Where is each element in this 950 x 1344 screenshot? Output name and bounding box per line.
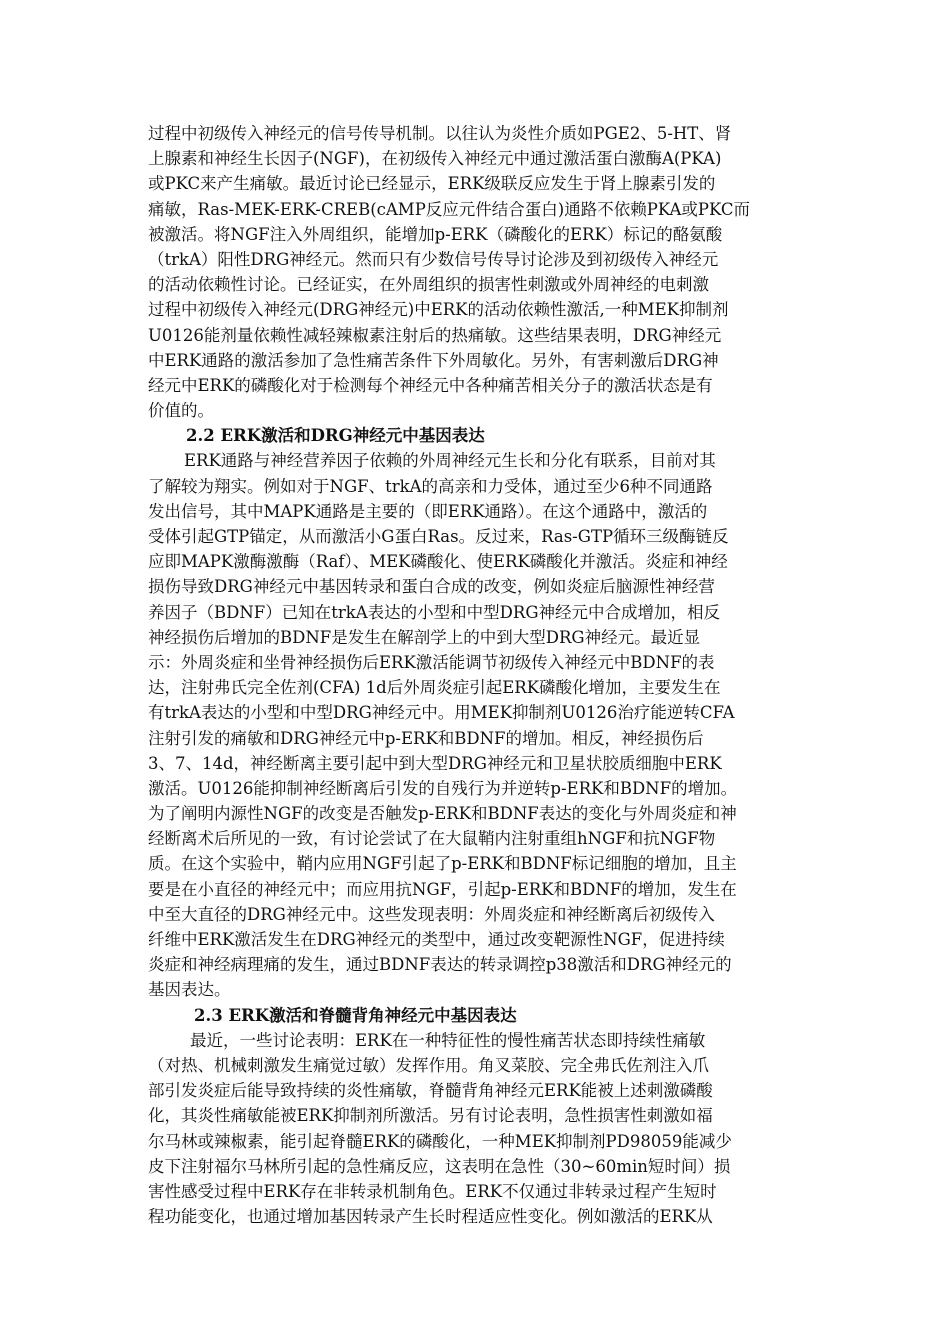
text-line: 神经损伤后增加的BDNF是发生在解剖学上的中到大型DRG神经元。最近显 [148,627,701,647]
text-line: 注射引发的痛敏和DRG神经元中p-ERK和BDNF的增加。相反，神经损伤后 [148,728,704,748]
text-line: 上腺素和神经生长因子(NGF)，在初级传入神经元中通过激活蛋白激酶A(PKA) [148,149,722,169]
text-line: 价值的。 [148,401,214,421]
text-line: ERK通路与神经营养因子依赖的外周神经元生长和分化有联系，目前对其 [184,451,716,471]
text-line: 基因表达。 [148,980,231,1000]
text-line: U0126能剂量依赖性减轻辣椒素注射后的热痛敏。这些结果表明，DRG神经元 [148,325,722,345]
text-line: 痛敏，Ras-MEK-ERK-CREB(cAMP反应元件结合蛋白)通路不依赖PKA或PKC而 [148,199,751,219]
text-line: （对热、机械刺激发生痛觉过敏）发挥作用。角叉菜胶、完全弗氏佐剂注入爪 [148,1055,709,1075]
text-line: 纤维中ERK激活发生在DRG神经元的类型中，通过改变靶源性NGF，促进持续 [148,930,725,949]
text-line: 的活动依赖性讨论。已经证实，在外周组织的损害性刺激或外周神经的电刺激 [148,275,709,295]
text-line: 尔马林或辣椒素，能引起脊髓ERK的磷酸化，一种MEK抑制剂PD98059能减少 [148,1131,732,1151]
text-line: 皮下注射福尔马林所引起的急性痛反应，这表明在急性（30~60min短时间）损 [148,1156,731,1176]
text-line: 最近，一些讨论表明：ERK在一种特征性的慢性痛苦状态即持续性痛敏 [190,1030,706,1050]
text-line: 部引发炎症后能导致持续的炎性痛敏，脊髓背角神经元ERK能被上述刺激磷酸 [148,1081,713,1101]
text-line: 受体引起GTP锚定，从而激活小G蛋白Ras。反过来，Ras-GTP循环三级酶链反 [148,527,729,546]
text-line: 养因子（BDNF）已知在trkA表达的小型和中型DRG神经元中合成增加，相反 [148,602,721,622]
text-line: 损伤导致DRG神经元中基因转录和蛋白合成的改变，例如炎症后脑源性神经营 [148,577,715,597]
text-line: 发出信号，其中MAPK通路是主要的（即ERK通路）。在这个通路中，激活的 [148,501,708,521]
text-line: 经断离术后所见的一致，有讨论尝试了在大鼠鞘内注射重组hNGF和抗NGF物 [148,829,716,849]
paragraph-section-2-3 [148,1028,800,1230]
text-line: 过程中初级传入神经元的信号传导机制。以往认为炎性介质如PGE2、5-HT、肾 [148,124,732,143]
text-line: 3、7、14d，神经断离主要引起中到大型DRG神经元和卫星状胶质细胞中ERK [148,753,722,773]
text-line: 应即MAPK激酶激酶（Raf）、MEK磷酸化、使ERK磷酸化并激活。炎症和神经 [148,552,728,572]
text-line: （trkA）阳性DRG神经元。然而只有少数信号传导讨论涉及到初级传入神经元 [148,249,719,269]
text-line: 示：外周炎症和坐骨神经损伤后ERK激活能调节初级传入神经元中BDNF的表 [148,652,715,672]
text-line: 了解较为翔实。例如对于NGF、trkA的高亲和力受体，通过至少6种不同通路 [148,476,713,496]
paragraph-section1-tail [148,121,800,423]
text-line: 激活。U0126能抑制神经断离后引发的自残行为并逆转p-ERK和BDNF的增加。 [148,778,738,798]
text-line: 达，注射弗氏完全佐剂(CFA) 1d后外周炎症引起ERK磷酸化增加，主要发生在 [148,678,721,698]
document-page [148,121,800,1229]
text-line: 中ERK通路的激活参加了急性痛苦条件下外周敏化。另外，有害刺激后DRG神 [148,350,719,370]
text-line: 为了阐明内源性NGF的改变是否触发p-ERK和BDNF表达的变化与外周炎症和神 [148,804,737,824]
text-line: 程功能变化，也通过增加基因转录产生长时程适应性变化。例如激活的ERK从 [148,1207,713,1227]
text-line: 质。在这个实验中，鞘内应用NGF引起了p-ERK和BDNF标记细胞的增加，且主 [148,854,737,874]
text-line: 有trkA表达的小型和中型DRG神经元中。用MEK抑制剂U0126治疗能逆转CFA [148,703,735,723]
section-heading-2-3: 2.3 ERK激活和脊髓背角神经元中基因表达 [194,1005,517,1025]
text-line: 中至大直径的DRG神经元中。这些发现表明：外周炎症和神经断离后初级传入 [148,904,715,924]
text-line: 过程中初级传入神经元(DRG神经元)中ERK的活动依赖性激活,一种MEK抑制剂 [148,300,729,320]
text-line: 被激活。将NGF注入外周组织，能增加p-ERK（磷酸化的ERK）标记的酪氨酸 [148,224,723,244]
paragraph-section-2-2 [148,448,800,1002]
text-line: 化，其炎性痛敏能被ERK抑制剂所激活。另有讨论表明，急性损害性刺激如福 [148,1106,713,1126]
text-line: 要是在小直径的神经元中；而应用抗NGF，引起p-ERK和BDNF的增加，发生在 [148,879,737,899]
text-line: 害性感受过程中ERK存在非转录机制角色。ERK不仅通过非转录过程产生短时 [148,1181,717,1201]
text-line: 经元中ERK的磷酸化对于检测每个神经元中各种痛苦相关分子的激活状态是有 [148,375,713,395]
text-line: 或PKC来产生痛敏。最近讨论已经显示，ERK级联反应发生于肾上腺素引发的 [148,174,716,194]
text-line: 炎症和神经病理痛的发生，通过BDNF表达的转录调控p38激活和DRG神经元的 [148,955,732,975]
section-heading-2-2: 2.2 ERK激活和DRG神经元中基因表达 [186,426,485,446]
